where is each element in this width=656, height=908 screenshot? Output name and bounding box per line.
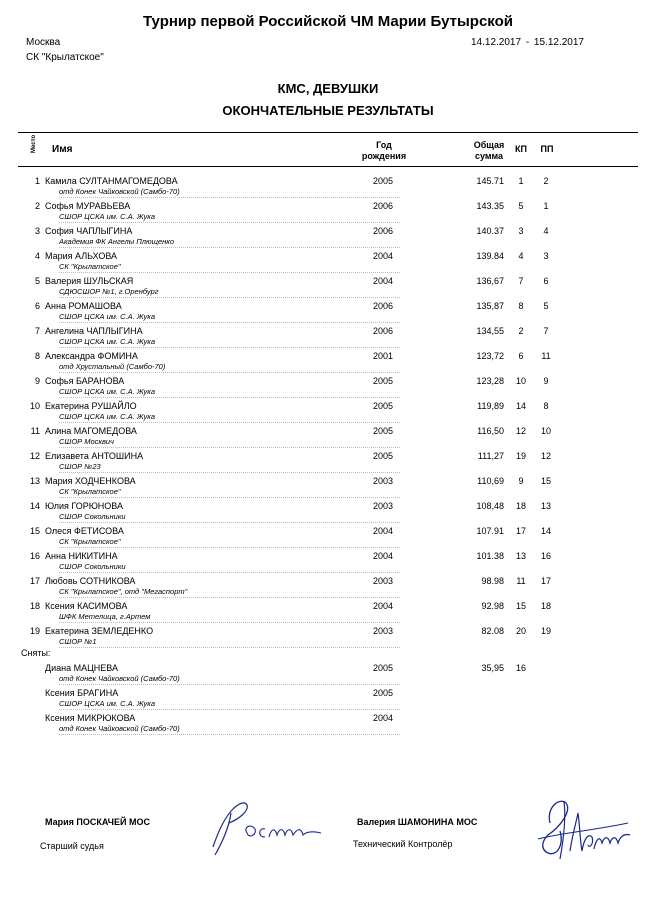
birth-year: 2004: [372, 551, 394, 561]
athlete-name: Олеся ФЕТИСОВА: [45, 526, 124, 536]
row-separator: [59, 522, 400, 523]
table-row: [0, 686, 656, 711]
athlete-club: СК "Крылатское": [59, 262, 121, 271]
athlete-club: СК "Крылатское": [59, 487, 121, 496]
table-row: [0, 374, 656, 399]
header-bottom-rule: [18, 166, 638, 167]
free-program-place: 7: [543, 326, 549, 336]
birth-year: 2005: [372, 663, 394, 673]
short-program-place: 12: [515, 426, 526, 436]
athlete-name: Ксения КАСИМОВА: [45, 601, 128, 611]
total-score: 123,72: [476, 351, 504, 361]
event-dates: 14.12.2017 - 15.12.2017: [471, 37, 584, 48]
total-score: 108,48: [476, 501, 504, 511]
row-separator: [59, 397, 400, 398]
athlete-club: Академия ФК Ангелы Плющенко: [59, 237, 175, 246]
technical-controller-signature: [530, 793, 634, 865]
free-program-place: 6: [543, 276, 549, 286]
short-program-place: 3: [518, 226, 524, 236]
athlete-name: Камила СУЛТАНМАГОМЕДОВА: [45, 176, 178, 186]
column-header-pp: ПП: [540, 144, 554, 154]
withdrawn-label: Сняты:: [21, 648, 51, 658]
birth-year: 2005: [372, 426, 394, 436]
birth-year: 2005: [372, 401, 394, 411]
athlete-name: Алина МАГОМЕДОВА: [45, 426, 137, 436]
birth-year: 2004: [372, 526, 394, 536]
short-program-place: 15: [515, 601, 526, 611]
athlete-club: СДЮСШОР №1, г.Оренбург: [59, 287, 159, 296]
place-cell: 18: [29, 601, 40, 611]
column-header-kp: КП: [515, 144, 527, 154]
athlete-club: отд Конек Чайковской (Самбо-70): [59, 674, 180, 683]
athlete-name: Екатерина ЗЕМЛЕДЕНКО: [45, 626, 154, 636]
athlete-club: отд Хрустальный (Самбо-70): [59, 362, 166, 371]
place-cell: 8: [34, 351, 40, 361]
birth-year: 2006: [372, 326, 394, 336]
birth-year: 2004: [372, 601, 394, 611]
total-score: 82.08: [481, 626, 504, 636]
athlete-club: СШОР ЦСКА им. С.А. Жука: [59, 337, 156, 346]
athlete-name: Анна РОМАШОВА: [45, 301, 122, 311]
short-program-place: 5: [518, 201, 524, 211]
birth-year: 2006: [372, 226, 394, 236]
total-score: 123,28: [476, 376, 504, 386]
table-row: [0, 424, 656, 449]
birth-year: 2004: [372, 713, 394, 723]
birth-year: 2004: [372, 251, 394, 261]
athlete-club: СК "Крылатское", отд "Мегаспорт": [59, 587, 188, 596]
row-separator: [59, 347, 400, 348]
table-row: [0, 299, 656, 324]
tournament-title: Турнир первой Российской ЧМ Марии Бутырской: [142, 13, 514, 30]
table-row: [0, 274, 656, 299]
table-row: [0, 199, 656, 224]
row-separator: [59, 297, 400, 298]
free-program-place: 4: [543, 226, 549, 236]
athlete-club: СШОР №1: [59, 637, 97, 646]
athlete-club: СШОР ЦСКА им. С.А. Жука: [59, 387, 156, 396]
row-separator: [59, 497, 400, 498]
birth-year: 2006: [372, 201, 394, 211]
table-row: [0, 524, 656, 549]
short-program-place: 14: [515, 401, 526, 411]
senior-judge-role: Старший судья: [40, 841, 104, 851]
athlete-club: СШОР ЦСКА им. С.А. Жука: [59, 699, 156, 708]
total-score: 107.91: [476, 526, 504, 536]
free-program-place: 19: [540, 626, 551, 636]
total-score: 139.84: [476, 251, 504, 261]
athlete-name: Екатерина РУШАЙЛО: [45, 401, 137, 411]
athlete-club: СШОР ЦСКА им. С.А. Жука: [59, 212, 156, 221]
row-separator: [59, 734, 400, 735]
table-row: [0, 349, 656, 374]
column-header-place: Место: [31, 134, 37, 153]
table-row: [0, 449, 656, 474]
total-score: 111,27: [477, 451, 504, 461]
header-top-rule: [18, 132, 638, 133]
athlete-name: София ЧАПЛЫГИНА: [45, 226, 133, 236]
athlete-club: СШОР ЦСКА им. С.А. Жука: [59, 412, 156, 421]
total-score: 110,69: [477, 476, 504, 486]
total-score: 145.71: [476, 176, 504, 186]
column-header-year: Год рождения: [361, 140, 407, 161]
row-separator: [59, 322, 400, 323]
place-cell: 6: [34, 301, 40, 311]
table-row: [0, 574, 656, 599]
short-program-place: 9: [518, 476, 524, 486]
athlete-club: СШОР ЦСКА им. С.А. Жука: [59, 312, 156, 321]
athlete-name: Диана МАЦНЕВА: [45, 663, 118, 673]
row-separator: [59, 597, 400, 598]
athlete-name: Юлия ГОРЮНОВА: [45, 501, 124, 511]
short-program-place: 6: [518, 351, 524, 361]
total-score: 140.37: [476, 226, 504, 236]
birth-year: 2005: [372, 376, 394, 386]
column-header-total: Общая сумма: [473, 140, 505, 161]
athlete-name: Ангелина ЧАПЛЫГИНА: [45, 326, 143, 336]
place-cell: 2: [34, 201, 40, 211]
table-row: [0, 549, 656, 574]
total-score: 134,55: [476, 326, 504, 336]
short-program-place: 10: [515, 376, 526, 386]
place-cell: 4: [34, 251, 40, 261]
total-score: 136,67: [476, 276, 504, 286]
free-program-place: 1: [543, 201, 549, 211]
birth-year: 2006: [372, 301, 394, 311]
category-title: КМС, ДЕВУШКИ: [277, 81, 379, 96]
table-row: [0, 661, 656, 686]
short-program-place: 4: [518, 251, 524, 261]
technical-controller-role: Технический Контролёр: [353, 839, 453, 849]
row-separator: [59, 372, 400, 373]
free-program-place: 10: [540, 426, 551, 436]
birth-year: 2005: [372, 688, 394, 698]
athlete-name: Софья МУРАВЬЕВА: [45, 201, 131, 211]
total-score: 101.38: [476, 551, 504, 561]
place-cell: 13: [29, 476, 40, 486]
place-cell: 12: [29, 451, 40, 461]
birth-year: 2001: [372, 351, 394, 361]
birth-year: 2003: [372, 501, 394, 511]
short-program-place: 19: [515, 451, 526, 461]
short-program-place: 13: [515, 551, 526, 561]
row-separator: [59, 572, 400, 573]
athlete-name: Елизавета АНТОШИНА: [45, 451, 144, 461]
place-cell: 10: [29, 401, 40, 411]
birth-year: 2005: [372, 176, 394, 186]
free-program-place: 8: [543, 401, 549, 411]
free-program-place: 12: [540, 451, 551, 461]
athlete-club: отд Конек Чайковской (Самбо-70): [59, 187, 180, 196]
short-program-place: 1: [518, 176, 524, 186]
row-separator: [59, 709, 400, 710]
senior-judge-signature: [203, 797, 325, 859]
free-program-place: 2: [543, 176, 549, 186]
total-score: 92.98: [481, 601, 504, 611]
short-program-place: 2: [518, 326, 524, 336]
results-title: ОКОНЧАТЕЛЬНЫЕ РЕЗУЛЬТАТЫ: [222, 103, 434, 118]
row-separator: [59, 547, 400, 548]
table-row: [0, 224, 656, 249]
row-separator: [59, 247, 400, 248]
athlete-name: Софья БАРАНОВА: [45, 376, 125, 386]
total-score: 135,87: [476, 301, 504, 311]
table-row: [0, 399, 656, 424]
place-cell: 5: [34, 276, 40, 286]
row-separator: [59, 272, 400, 273]
place-cell: 19: [29, 626, 40, 636]
free-program-place: 3: [543, 251, 549, 261]
place-cell: 16: [29, 551, 40, 561]
row-separator: [59, 422, 400, 423]
total-score: 98.98: [481, 576, 504, 586]
birth-year: 2005: [372, 451, 394, 461]
short-program-place: 17: [515, 526, 526, 536]
total-score: 35,95: [481, 663, 504, 673]
birth-year: 2003: [372, 626, 394, 636]
athlete-club: СШОР Москвич: [59, 437, 114, 446]
table-row: [0, 499, 656, 524]
athlete-club: СШОР Сокольники: [59, 562, 126, 571]
row-separator: [59, 684, 400, 685]
table-row: [0, 624, 656, 649]
free-program-place: 13: [540, 501, 551, 511]
row-separator: [59, 222, 400, 223]
athlete-club: отд Конек Чайковской (Самбо-70): [59, 724, 180, 733]
short-program-place: 7: [518, 276, 524, 286]
athlete-club: ШФК Метелица, г.Артем: [59, 612, 151, 621]
city-label: Москва: [26, 37, 61, 48]
table-row: [0, 711, 656, 736]
athlete-club: СШОР Сокольники: [59, 512, 126, 521]
technical-controller-name: Валерия ШАМОНИНА МОС: [357, 817, 478, 827]
place-cell: 3: [34, 226, 40, 236]
place-cell: 1: [34, 176, 40, 186]
athlete-club: СК "Крылатское": [59, 537, 121, 546]
column-header-name: Имя: [52, 144, 73, 155]
table-row: [0, 174, 656, 199]
free-program-place: 14: [540, 526, 551, 536]
athlete-name: Ксения БРАГИНА: [45, 688, 119, 698]
row-separator: [59, 472, 400, 473]
athlete-name: Александра ФОМИНА: [45, 351, 138, 361]
short-program-place: 11: [516, 576, 526, 586]
place-cell: 15: [29, 526, 40, 536]
free-program-place: 18: [540, 601, 551, 611]
short-program-place: 16: [515, 663, 526, 673]
row-separator: [59, 197, 400, 198]
athlete-name: Любовь СОТНИКОВА: [45, 576, 136, 586]
table-row: [0, 324, 656, 349]
total-score: 119,89: [477, 401, 504, 411]
free-program-place: 11: [541, 351, 551, 361]
total-score: 116,50: [477, 426, 504, 436]
short-program-place: 20: [515, 626, 526, 636]
free-program-place: 15: [540, 476, 551, 486]
free-program-place: 9: [543, 376, 549, 386]
athlete-name: Мария АЛЬХОВА: [45, 251, 118, 261]
short-program-place: 18: [515, 501, 526, 511]
free-program-place: 16: [540, 551, 551, 561]
table-row: [0, 474, 656, 499]
row-separator: [59, 447, 400, 448]
row-separator: [59, 622, 400, 623]
row-separator: [59, 647, 400, 648]
short-program-place: 8: [518, 301, 524, 311]
birth-year: 2004: [372, 276, 394, 286]
venue-label: СК "Крылатское": [26, 52, 104, 63]
total-score: 143.35: [476, 201, 504, 211]
athlete-club: СШОР №23: [59, 462, 101, 471]
place-cell: 7: [34, 326, 40, 336]
place-cell: 14: [29, 501, 40, 511]
place-cell: 11: [30, 426, 40, 436]
table-row: [0, 599, 656, 624]
birth-year: 2003: [372, 476, 394, 486]
athlete-name: Ксения МИКРЮКОВА: [45, 713, 136, 723]
free-program-place: 5: [543, 301, 549, 311]
athlete-name: Мария ХОДЧЕНКОВА: [45, 476, 136, 486]
place-cell: 9: [34, 376, 40, 386]
athlete-name: Валерия ШУЛЬСКАЯ: [45, 276, 134, 286]
place-cell: 17: [29, 576, 40, 586]
table-row: [0, 249, 656, 274]
birth-year: 2003: [372, 576, 394, 586]
free-program-place: 17: [540, 576, 551, 586]
senior-judge-name: Мария ПОСКАЧЕЙ МОС: [45, 817, 150, 827]
athlete-name: Анна НИКИТИНА: [45, 551, 118, 561]
